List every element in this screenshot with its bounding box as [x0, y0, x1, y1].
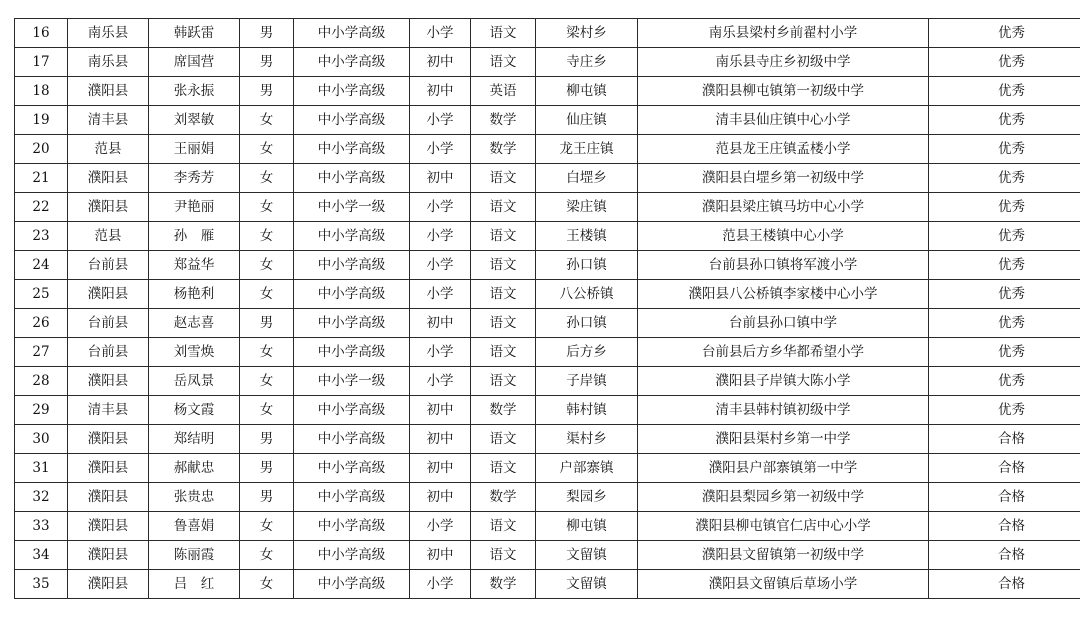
county-cell: 濮阳县: [68, 367, 149, 396]
table-row: [15, 222, 1080, 251]
row-number-cell: 30: [15, 425, 68, 454]
township-cell: 户部寨镇: [536, 454, 638, 483]
township-cell: 梁村乡: [536, 19, 638, 48]
teacher-name-cell: 张贵忠: [149, 483, 240, 512]
gender-cell: 女: [240, 193, 294, 222]
teacher-name-cell: 席国营: [149, 48, 240, 77]
teacher-name-cell: 尹艳丽: [149, 193, 240, 222]
gender-cell: 女: [240, 367, 294, 396]
professional-title-cell: 中小学高级: [294, 19, 410, 48]
evaluation-result-cell: 优秀: [929, 106, 1080, 135]
school-stage-cell: 小学: [410, 19, 471, 48]
school-stage-cell: 初中: [410, 77, 471, 106]
roster-body: [15, 19, 1080, 599]
professional-title-cell: 中小学一级: [294, 367, 410, 396]
evaluation-result-cell: 合格: [929, 570, 1080, 599]
teacher-name-cell: 杨文霞: [149, 396, 240, 425]
row-number-cell: 16: [15, 19, 68, 48]
school-stage-cell: 小学: [410, 135, 471, 164]
school-name-cell: 濮阳县文留镇第一初级中学: [638, 541, 929, 570]
school-name-cell: 台前县后方乡华都希望小学: [638, 338, 929, 367]
professional-title-cell: 中小学高级: [294, 338, 410, 367]
school-name-cell: 濮阳县户部寨镇第一中学: [638, 454, 929, 483]
township-cell: 柳屯镇: [536, 77, 638, 106]
evaluation-result-cell: 优秀: [929, 280, 1080, 309]
teacher-name-cell: 陈丽霞: [149, 541, 240, 570]
subject-cell: 语文: [471, 193, 536, 222]
subject-cell: 语文: [471, 338, 536, 367]
table-row: [15, 280, 1080, 309]
school-name-cell: 南乐县寺庄乡初级中学: [638, 48, 929, 77]
professional-title-cell: 中小学高级: [294, 396, 410, 425]
table-row: [15, 309, 1080, 338]
subject-cell: 语文: [471, 251, 536, 280]
gender-cell: 女: [240, 512, 294, 541]
county-cell: 台前县: [68, 338, 149, 367]
subject-cell: 语文: [471, 512, 536, 541]
table-row: [15, 193, 1080, 222]
school-name-cell: 南乐县梁村乡前翟村小学: [638, 19, 929, 48]
subject-cell: 数学: [471, 570, 536, 599]
teacher-name-cell: 岳凤景: [149, 367, 240, 396]
gender-cell: 女: [240, 222, 294, 251]
school-stage-cell: 初中: [410, 396, 471, 425]
gender-cell: 男: [240, 483, 294, 512]
row-number-cell: 27: [15, 338, 68, 367]
evaluation-result-cell: 优秀: [929, 338, 1080, 367]
teacher-roster-table: [14, 18, 1080, 599]
professional-title-cell: 中小学高级: [294, 77, 410, 106]
school-name-cell: 濮阳县渠村乡第一中学: [638, 425, 929, 454]
township-cell: 王楼镇: [536, 222, 638, 251]
professional-title-cell: 中小学高级: [294, 425, 410, 454]
school-stage-cell: 初中: [410, 483, 471, 512]
row-number-cell: 23: [15, 222, 68, 251]
professional-title-cell: 中小学高级: [294, 483, 410, 512]
table-row: [15, 512, 1080, 541]
county-cell: 濮阳县: [68, 483, 149, 512]
table-row: [15, 541, 1080, 570]
table-row: [15, 106, 1080, 135]
county-cell: 濮阳县: [68, 512, 149, 541]
professional-title-cell: 中小学高级: [294, 164, 410, 193]
township-cell: 孙口镇: [536, 309, 638, 338]
roster-sheet: [14, 18, 1080, 599]
teacher-name-cell: 郑结明: [149, 425, 240, 454]
subject-cell: 语文: [471, 164, 536, 193]
professional-title-cell: 中小学高级: [294, 309, 410, 338]
evaluation-result-cell: 合格: [929, 512, 1080, 541]
teacher-name-cell: 赵志喜: [149, 309, 240, 338]
row-number-cell: 31: [15, 454, 68, 483]
county-cell: 清丰县: [68, 106, 149, 135]
school-name-cell: 清丰县韩村镇初级中学: [638, 396, 929, 425]
gender-cell: 男: [240, 309, 294, 338]
professional-title-cell: 中小学高级: [294, 135, 410, 164]
evaluation-result-cell: 合格: [929, 483, 1080, 512]
teacher-name-cell: 刘雪焕: [149, 338, 240, 367]
gender-cell: 女: [240, 541, 294, 570]
subject-cell: 语文: [471, 48, 536, 77]
evaluation-result-cell: 优秀: [929, 19, 1080, 48]
township-cell: 八公桥镇: [536, 280, 638, 309]
table-row: [15, 48, 1080, 77]
township-cell: 渠村乡: [536, 425, 638, 454]
school-stage-cell: 小学: [410, 222, 471, 251]
table-row: [15, 135, 1080, 164]
subject-cell: 英语: [471, 77, 536, 106]
county-cell: 濮阳县: [68, 541, 149, 570]
evaluation-result-cell: 优秀: [929, 222, 1080, 251]
table-row: [15, 396, 1080, 425]
school-stage-cell: 初中: [410, 425, 471, 454]
school-stage-cell: 初中: [410, 309, 471, 338]
gender-cell: 女: [240, 570, 294, 599]
professional-title-cell: 中小学高级: [294, 454, 410, 483]
school-stage-cell: 小学: [410, 512, 471, 541]
subject-cell: 语文: [471, 541, 536, 570]
county-cell: 清丰县: [68, 396, 149, 425]
row-number-cell: 32: [15, 483, 68, 512]
professional-title-cell: 中小学高级: [294, 280, 410, 309]
subject-cell: 数学: [471, 483, 536, 512]
school-stage-cell: 初中: [410, 541, 471, 570]
evaluation-result-cell: 优秀: [929, 48, 1080, 77]
township-cell: 梨园乡: [536, 483, 638, 512]
county-cell: 南乐县: [68, 48, 149, 77]
table-row: [15, 338, 1080, 367]
teacher-name-cell: 王丽娟: [149, 135, 240, 164]
school-name-cell: 台前县孙口镇将军渡小学: [638, 251, 929, 280]
school-name-cell: 濮阳县柳屯镇官仁店中心小学: [638, 512, 929, 541]
township-cell: 龙王庄镇: [536, 135, 638, 164]
evaluation-result-cell: 优秀: [929, 251, 1080, 280]
gender-cell: 男: [240, 48, 294, 77]
township-cell: 文留镇: [536, 541, 638, 570]
row-number-cell: 18: [15, 77, 68, 106]
school-stage-cell: 小学: [410, 193, 471, 222]
county-cell: 范县: [68, 135, 149, 164]
teacher-name-cell: 张永振: [149, 77, 240, 106]
school-stage-cell: 小学: [410, 251, 471, 280]
county-cell: 濮阳县: [68, 425, 149, 454]
row-number-cell: 28: [15, 367, 68, 396]
professional-title-cell: 中小学高级: [294, 222, 410, 251]
gender-cell: 女: [240, 164, 294, 193]
professional-title-cell: 中小学高级: [294, 48, 410, 77]
professional-title-cell: 中小学高级: [294, 570, 410, 599]
subject-cell: 数学: [471, 106, 536, 135]
table-row: [15, 483, 1080, 512]
professional-title-cell: 中小学高级: [294, 251, 410, 280]
row-number-cell: 25: [15, 280, 68, 309]
professional-title-cell: 中小学高级: [294, 106, 410, 135]
row-number-cell: 24: [15, 251, 68, 280]
township-cell: 孙口镇: [536, 251, 638, 280]
evaluation-result-cell: 合格: [929, 541, 1080, 570]
county-cell: 濮阳县: [68, 570, 149, 599]
professional-title-cell: 中小学高级: [294, 541, 410, 570]
teacher-name-cell: 鲁喜娟: [149, 512, 240, 541]
school-name-cell: 濮阳县文留镇后草场小学: [638, 570, 929, 599]
school-name-cell: 范县王楼镇中心小学: [638, 222, 929, 251]
subject-cell: 数学: [471, 396, 536, 425]
table-row: [15, 454, 1080, 483]
subject-cell: 数学: [471, 135, 536, 164]
school-name-cell: 濮阳县白堽乡第一初级中学: [638, 164, 929, 193]
county-cell: 濮阳县: [68, 193, 149, 222]
table-row: [15, 367, 1080, 396]
county-cell: 濮阳县: [68, 77, 149, 106]
row-number-cell: 17: [15, 48, 68, 77]
table-row: [15, 164, 1080, 193]
county-cell: 台前县: [68, 251, 149, 280]
school-stage-cell: 初中: [410, 164, 471, 193]
teacher-name-cell: 刘翠敏: [149, 106, 240, 135]
township-cell: 寺庄乡: [536, 48, 638, 77]
school-name-cell: 台前县孙口镇中学: [638, 309, 929, 338]
school-name-cell: 濮阳县梨园乡第一初级中学: [638, 483, 929, 512]
table-row: [15, 77, 1080, 106]
county-cell: 濮阳县: [68, 454, 149, 483]
subject-cell: 语文: [471, 425, 536, 454]
evaluation-result-cell: 优秀: [929, 309, 1080, 338]
teacher-name-cell: 杨艳利: [149, 280, 240, 309]
school-stage-cell: 小学: [410, 367, 471, 396]
row-number-cell: 26: [15, 309, 68, 338]
subject-cell: 语文: [471, 19, 536, 48]
township-cell: 后方乡: [536, 338, 638, 367]
teacher-name-cell: 孙 雁: [149, 222, 240, 251]
subject-cell: 语文: [471, 280, 536, 309]
gender-cell: 男: [240, 77, 294, 106]
township-cell: 子岸镇: [536, 367, 638, 396]
evaluation-result-cell: 合格: [929, 454, 1080, 483]
row-number-cell: 35: [15, 570, 68, 599]
row-number-cell: 33: [15, 512, 68, 541]
school-name-cell: 范县龙王庄镇孟楼小学: [638, 135, 929, 164]
row-number-cell: 29: [15, 396, 68, 425]
township-cell: 仙庄镇: [536, 106, 638, 135]
gender-cell: 男: [240, 19, 294, 48]
school-stage-cell: 小学: [410, 338, 471, 367]
county-cell: 台前县: [68, 309, 149, 338]
subject-cell: 语文: [471, 309, 536, 338]
evaluation-result-cell: 优秀: [929, 164, 1080, 193]
evaluation-result-cell: 优秀: [929, 396, 1080, 425]
school-name-cell: 濮阳县柳屯镇第一初级中学: [638, 77, 929, 106]
county-cell: 濮阳县: [68, 164, 149, 193]
township-cell: 文留镇: [536, 570, 638, 599]
school-stage-cell: 初中: [410, 48, 471, 77]
teacher-name-cell: 李秀芳: [149, 164, 240, 193]
gender-cell: 女: [240, 251, 294, 280]
gender-cell: 女: [240, 280, 294, 309]
township-cell: 梁庄镇: [536, 193, 638, 222]
teacher-name-cell: 郑益华: [149, 251, 240, 280]
gender-cell: 女: [240, 135, 294, 164]
school-name-cell: 濮阳县子岸镇大陈小学: [638, 367, 929, 396]
gender-cell: 男: [240, 454, 294, 483]
professional-title-cell: 中小学一级: [294, 193, 410, 222]
teacher-name-cell: 韩跃雷: [149, 19, 240, 48]
subject-cell: 语文: [471, 454, 536, 483]
evaluation-result-cell: 优秀: [929, 367, 1080, 396]
county-cell: 范县: [68, 222, 149, 251]
gender-cell: 女: [240, 338, 294, 367]
evaluation-result-cell: 优秀: [929, 193, 1080, 222]
teacher-name-cell: 吕 红: [149, 570, 240, 599]
gender-cell: 女: [240, 106, 294, 135]
evaluation-result-cell: 优秀: [929, 135, 1080, 164]
subject-cell: 语文: [471, 367, 536, 396]
evaluation-result-cell: 优秀: [929, 77, 1080, 106]
table-row: [15, 19, 1080, 48]
row-number-cell: 21: [15, 164, 68, 193]
school-name-cell: 清丰县仙庄镇中心小学: [638, 106, 929, 135]
school-stage-cell: 小学: [410, 106, 471, 135]
township-cell: 韩村镇: [536, 396, 638, 425]
table-row: [15, 425, 1080, 454]
township-cell: 柳屯镇: [536, 512, 638, 541]
county-cell: 濮阳县: [68, 280, 149, 309]
school-stage-cell: 小学: [410, 570, 471, 599]
gender-cell: 男: [240, 425, 294, 454]
school-name-cell: 濮阳县梁庄镇马坊中心小学: [638, 193, 929, 222]
township-cell: 白堽乡: [536, 164, 638, 193]
table-row: [15, 251, 1080, 280]
gender-cell: 女: [240, 396, 294, 425]
county-cell: 南乐县: [68, 19, 149, 48]
row-number-cell: 34: [15, 541, 68, 570]
professional-title-cell: 中小学高级: [294, 512, 410, 541]
school-stage-cell: 小学: [410, 280, 471, 309]
row-number-cell: 20: [15, 135, 68, 164]
school-stage-cell: 初中: [410, 454, 471, 483]
teacher-name-cell: 郝献忠: [149, 454, 240, 483]
row-number-cell: 19: [15, 106, 68, 135]
school-name-cell: 濮阳县八公桥镇李家楼中心小学: [638, 280, 929, 309]
table-row: [15, 570, 1080, 599]
evaluation-result-cell: 合格: [929, 425, 1080, 454]
row-number-cell: 22: [15, 193, 68, 222]
subject-cell: 语文: [471, 222, 536, 251]
